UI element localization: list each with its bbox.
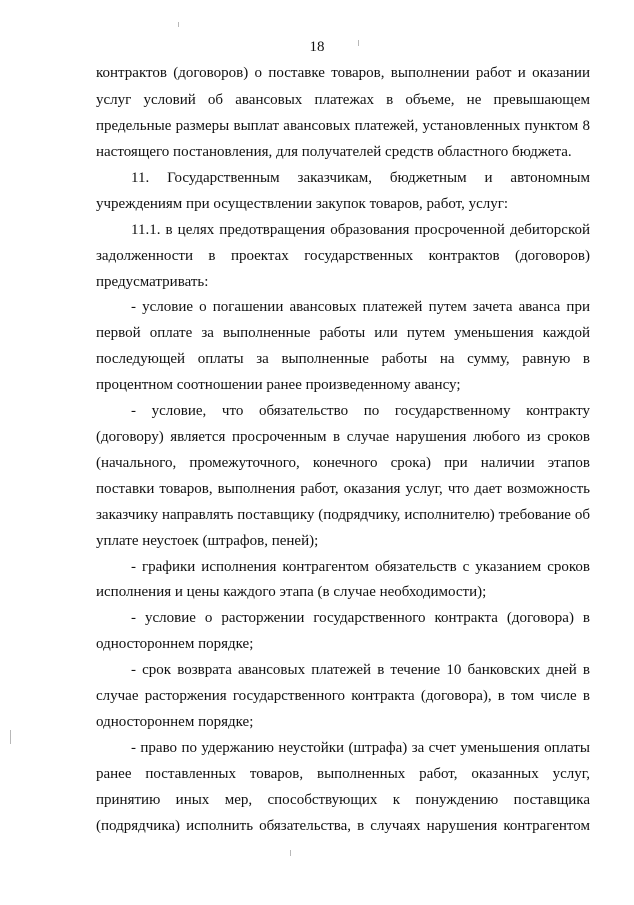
text-line: (начального, промежуточного, конечного срока) при наличии этапов [96, 455, 590, 471]
text-line: предельные размеры выплат авансовых платежей, установленных пунктом 8 [96, 118, 590, 134]
text-line: одностороннем порядке; [96, 714, 254, 730]
text-line: процентном соотношении ранее произведенному авансу; [96, 377, 461, 393]
page-number: 18 [309, 39, 325, 55]
text-line: услуг условий об авансовых платежах в объеме, не превышающем [96, 92, 590, 108]
text-line: контрактов (договоров) о поставке товаров, выполнении работ и оказании [96, 65, 590, 81]
text-line: учреждениям при осуществлении закупок товаров, работ, услуг: [96, 196, 509, 212]
text-line: - условие о расторжении государственного контракта (договора) в [131, 610, 590, 626]
text-line: исполнения и цены каждого этапа (в случае необходимости); [96, 584, 487, 600]
text-line: - условие, что обязательство по государственному контракту [131, 403, 590, 419]
scan-speck [10, 730, 11, 744]
text-line: принятию иных мер, способствующих к понуждению поставщика [96, 792, 590, 808]
text-line: 11.1. в целях предотвращения образования просроченной дебиторской [131, 222, 590, 238]
text-line: - графики исполнения контрагентом обязательств с указанием сроков [131, 559, 590, 575]
text-line: случае расторжения государственного контракта (договора), в том числе в [96, 688, 590, 704]
text-line: одностороннем порядке; [96, 636, 254, 652]
text-line: (договору) является просроченным в случае нарушения любого из сроков [96, 429, 590, 445]
text-line: предусматривать: [96, 274, 209, 290]
text-line: - срок возврата авансовых платежей в течение 10 банковских дней в [131, 662, 590, 678]
text-line: ранее поставленных товаров, выполненных работ, оказанных услуг, [96, 766, 590, 782]
text-line: последующей оплаты за выполненные работы на сумму, равную в [96, 351, 590, 367]
text-line: поставки товаров, выполнения работ, оказания услуг, что дает возможность [96, 481, 590, 497]
scan-speck [290, 850, 291, 856]
text-line: (подрядчика) исполнить обязательства, в случаях нарушения контрагентом [96, 818, 590, 834]
text-line: задолженности в проектах государственных контрактов (договоров) [96, 248, 590, 264]
text-line: - право по удержанию неустойки (штрафа) за счет уменьшения оплаты [131, 740, 590, 756]
text-line: настоящего постановления, для получателей средств областного бюджета. [96, 144, 572, 160]
text-line: уплате неустоек (штрафов, пеней); [96, 533, 319, 549]
scan-speck [358, 40, 359, 46]
text-line: - условие о погашении авансовых платежей путем зачета аванса при [131, 299, 590, 315]
text-line: первой оплате за выполненные работы или путем уменьшения каждой [96, 325, 590, 341]
text-line: 11. Государственным заказчикам, бюджетным и автономным [131, 170, 590, 186]
scan-speck [178, 22, 179, 27]
text-line: заказчику направлять поставщику (подрядчику, исполнителю) требование об [96, 507, 590, 523]
